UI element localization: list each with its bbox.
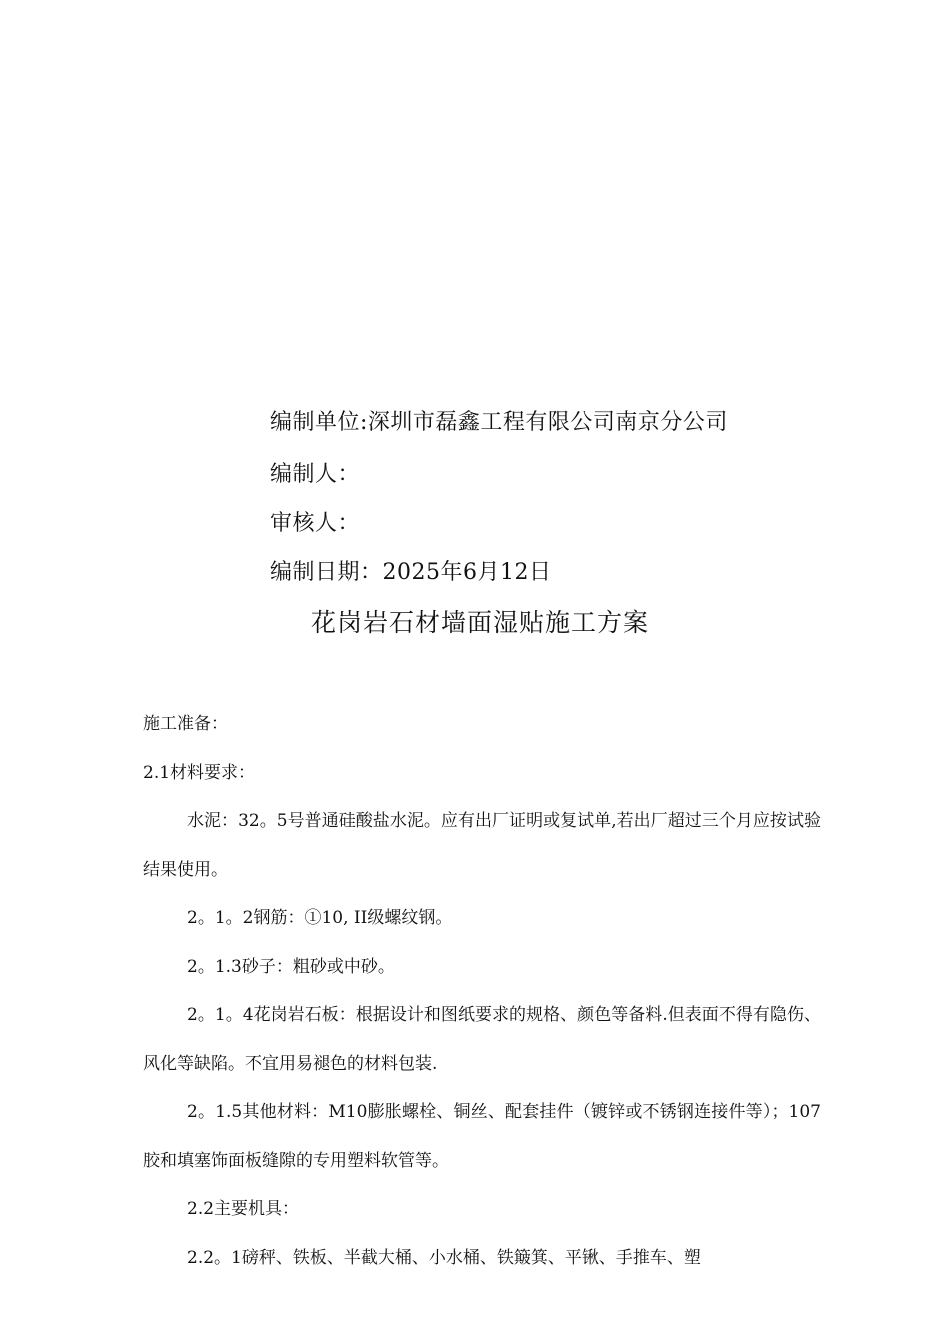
paragraph-tools: 2.2。1磅秤、铁板、半截大桶、小水桶、铁簸箕、平锹、手推车、塑 <box>187 1247 701 1268</box>
paragraph-other-materials: 2。1.5其他材料：M10膨胀螺栓、铜丝、配套挂件（镀锌或不锈钢连接件等）；107胶和填塞饰面板缝隙的专用塑料软管等。 <box>143 1102 821 1171</box>
reviewer: 审核人： <box>270 511 361 536</box>
paragraph-cement: 水泥：32。5号普通硅酸盐水泥。应有出厂证明或复试单,若出厂超过三个月应按试验结果使用。 <box>143 811 821 880</box>
section-heading: 施工准备： <box>143 714 228 734</box>
compiling-unit: 编制单位:深圳市磊鑫工程有限公司南京分公司 <box>270 410 728 435</box>
paragraph-rebar: 2。1。2钢筋：①10, II级螺纹钢。 <box>187 908 453 928</box>
subsection-heading: 2.1材料要求： <box>143 762 256 783</box>
paragraph-granite: 2。1。4花岗岩石板：根据设计和图纸要求的规格、颜色等备料.但表面不得有隐伤、风化等缺陷。不宜用易褪色的材料包装. <box>143 1005 821 1074</box>
compile-date: 编制日期：2025年6月12日 <box>270 560 552 585</box>
subsection-heading-tools: 2.2主要机具： <box>187 1199 300 1219</box>
document-title: 花岗岩石材墙面湿贴施工方案 <box>310 608 649 637</box>
document-body <box>143 700 821 1282</box>
paragraph-sand: 2。1.3砂子：粗砂或中砂。 <box>187 956 395 977</box>
compiler: 编制人： <box>270 462 361 487</box>
